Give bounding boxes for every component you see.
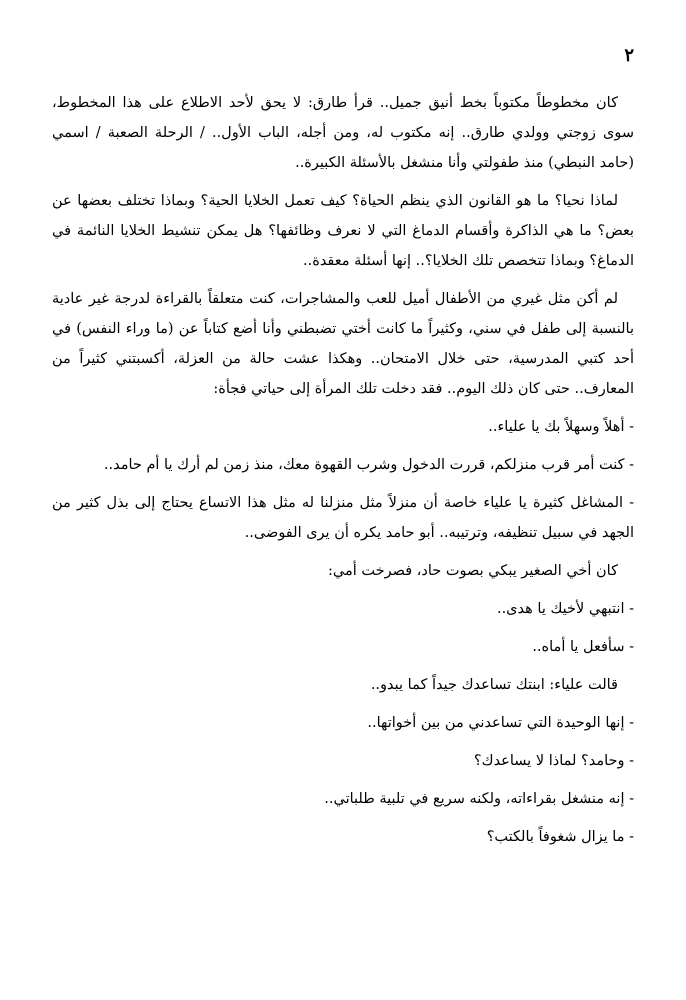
dialogue-line-6: - إنها الوحيدة التي تساعدني من بين أخواتها.. xyxy=(367,715,634,731)
narration-line: كان أخي الصغير يبكي بصوت حاد، فصرخت أمي: xyxy=(328,563,618,579)
dialogue-line-9: - ما يزال شغوفاً بالكتب؟ xyxy=(486,829,634,845)
dialogue-line-4: - انتبهي لأخيك يا هدى.. xyxy=(496,601,634,617)
paragraph-1: كان مخطوطاً مكتوباً بخط أنيق جميل.. قرأ طارق: لا يحق لأحد الاطلاع على هذا المخطوط، سوى زوجتي وولدي طارق.. إنه مكتوب له، ومن أجله، الباب الأول.. / الرحلة الصعبة / اسمي (حامد النبطي) منذ طفولتي وأنا منشغل بالأسئلة الكبيرة.. xyxy=(52,95,634,171)
dialogue-line-1: - أهلاً وسهلاً بك يا علياء.. xyxy=(488,419,634,435)
paragraph-2: لماذا نحيا؟ ما هو القانون الذي ينظم الحياة؟ كيف تعمل الخلايا الحية؟ وبماذا تختلف بعضها عن بعض؟ ما هي الذاكرة وأقسام الدماغ التي لا نعرف وظائفها؟ هل يمكن تنشيط الخلايا النائمة في الدماغ؟ وبماذا تتخصص تلك الخلايا؟.. إنها أسئلة معقدة.. xyxy=(52,193,634,269)
dialogue-line-3: - المشاغل كثيرة يا علياء خاصة أن منزلاً مثل منزلنا له مثل هذا الاتساع يحتاج إلى بذل كثير من الجهد في سبيل تنظيفه، وترتيبه.. أبو حامد يكره أن يرى الفوضى.. xyxy=(52,495,634,541)
dialogue-line-7: - وحامد؟ لماذا لا يساعدك؟ xyxy=(473,753,634,769)
narration-line-2: قالت علياء: ابنتك تساعدك جيداً كما يبدو.. xyxy=(370,677,618,693)
paragraph-3: لم أكن مثل غيري من الأطفال أميل للعب والمشاجرات، كنت متعلقاً بالقراءة لدرجة غير عادية بالنسبة إلى طفل في سني، وكثيراً ما كانت أختي تضبطني وأنا أضع كتاباً عن (ما وراء النفس) في أحد كتبي المدرسية، حتى خلال الامتحان.. وهكذا عشت حالة من العزلة، أكسبتني كثيراً من المعارف.. حتى كان ذلك اليوم.. فقد دخلت تلك المرأة إلى حياتي فجأة: xyxy=(52,291,634,397)
dialogue-line-8: - إنه منشغل بقراءاته، ولكنه سريع في تلبية طلباتي.. xyxy=(324,791,634,807)
page-body xyxy=(52,88,634,860)
page-number: ٢ xyxy=(624,45,634,66)
dialogue-line-5: - سأفعل يا أماه.. xyxy=(532,639,634,655)
dialogue-line-2: - كنت أمر قرب منزلكم، قررت الدخول وشرب القهوة معك، منذ زمن لم أرك يا أم حامد.. xyxy=(103,457,634,473)
